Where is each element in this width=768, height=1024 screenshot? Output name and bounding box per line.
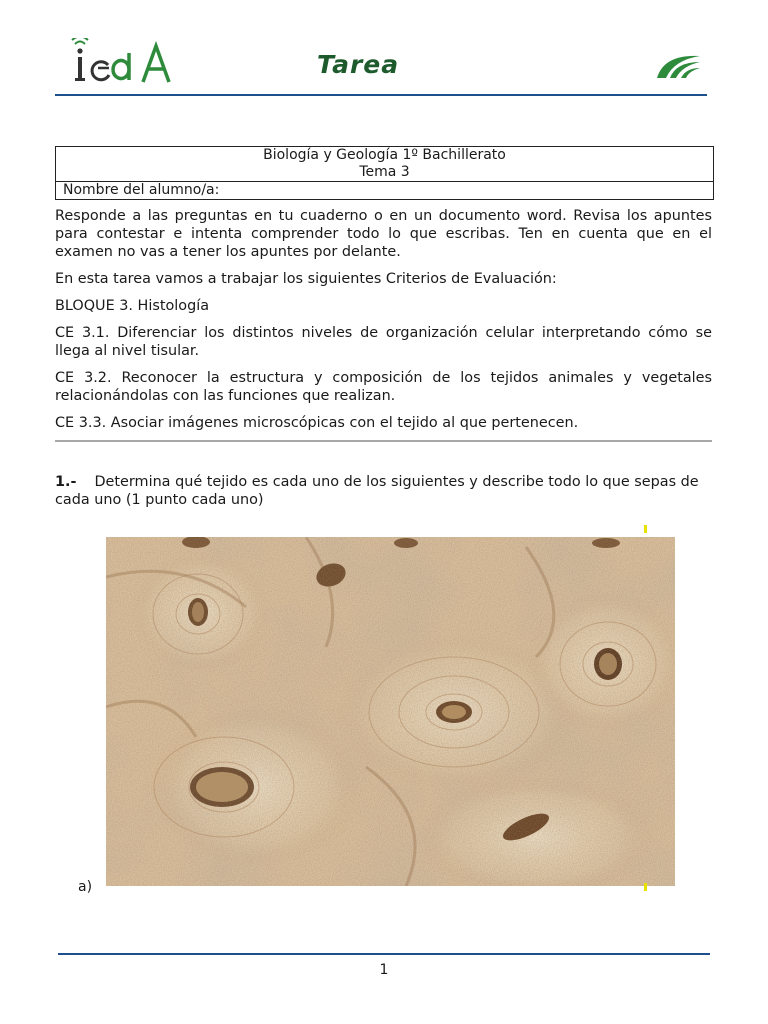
instructions <box>55 207 712 441</box>
question-1 <box>55 473 712 509</box>
ieda-logo-icon <box>65 38 175 88</box>
bone-tissue-micrograph-image <box>106 537 675 886</box>
criterion-item: CE 3.1. Diferenciar los distintos niveles de organización celular interpretando cómo se llega al nivel tisular. <box>55 325 712 359</box>
subject-text: Biología y Geología 1º Bachillerato <box>263 147 506 163</box>
student-name-cell: Nombre del alumno/a: <box>56 182 714 200</box>
image-anchor-marker <box>644 883 647 891</box>
page-number: 1 <box>379 962 389 978</box>
junta-andalucia-logo-icon <box>654 50 704 80</box>
header-rule <box>55 94 707 96</box>
question-text: Determina qué tejido es cada uno de los siguientes y describe todo lo que sepas de cada uno (1 punto cada uno) <box>55 474 699 508</box>
page-title: Tarea <box>317 50 400 79</box>
intro-paragraph: Responde a las preguntas en tu cuaderno o en un documento word. Revisa los apuntes para contestar e intenta comprender todo lo que escribas. Ten en cuenta que en el examen no vas a tener los apuntes por delante. <box>55 208 712 260</box>
subject-cell <box>56 147 714 182</box>
question-number: 1.- <box>55 474 77 490</box>
topic-text: Tema 3 <box>359 164 410 180</box>
image-label: a) <box>78 879 93 895</box>
criterion-item: CE 3.2. Reconocer la estructura y composición de los tejidos animales y vegetales relacionándolas con las funciones que realizan. <box>55 370 712 404</box>
info-table <box>55 146 714 200</box>
criterion-item: CE 3.3. Asociar imágenes microscópicas con el tejido al que pertenecen. <box>55 415 579 431</box>
criteria-intro: En esta tarea vamos a trabajar los siguientes Criterios de Evaluación: <box>55 271 557 287</box>
block-heading: BLOQUE 3. Histología <box>55 298 210 314</box>
page-header <box>55 38 710 90</box>
image-anchor-marker <box>644 525 647 533</box>
section-divider <box>55 440 712 442</box>
footer-rule <box>58 953 710 955</box>
